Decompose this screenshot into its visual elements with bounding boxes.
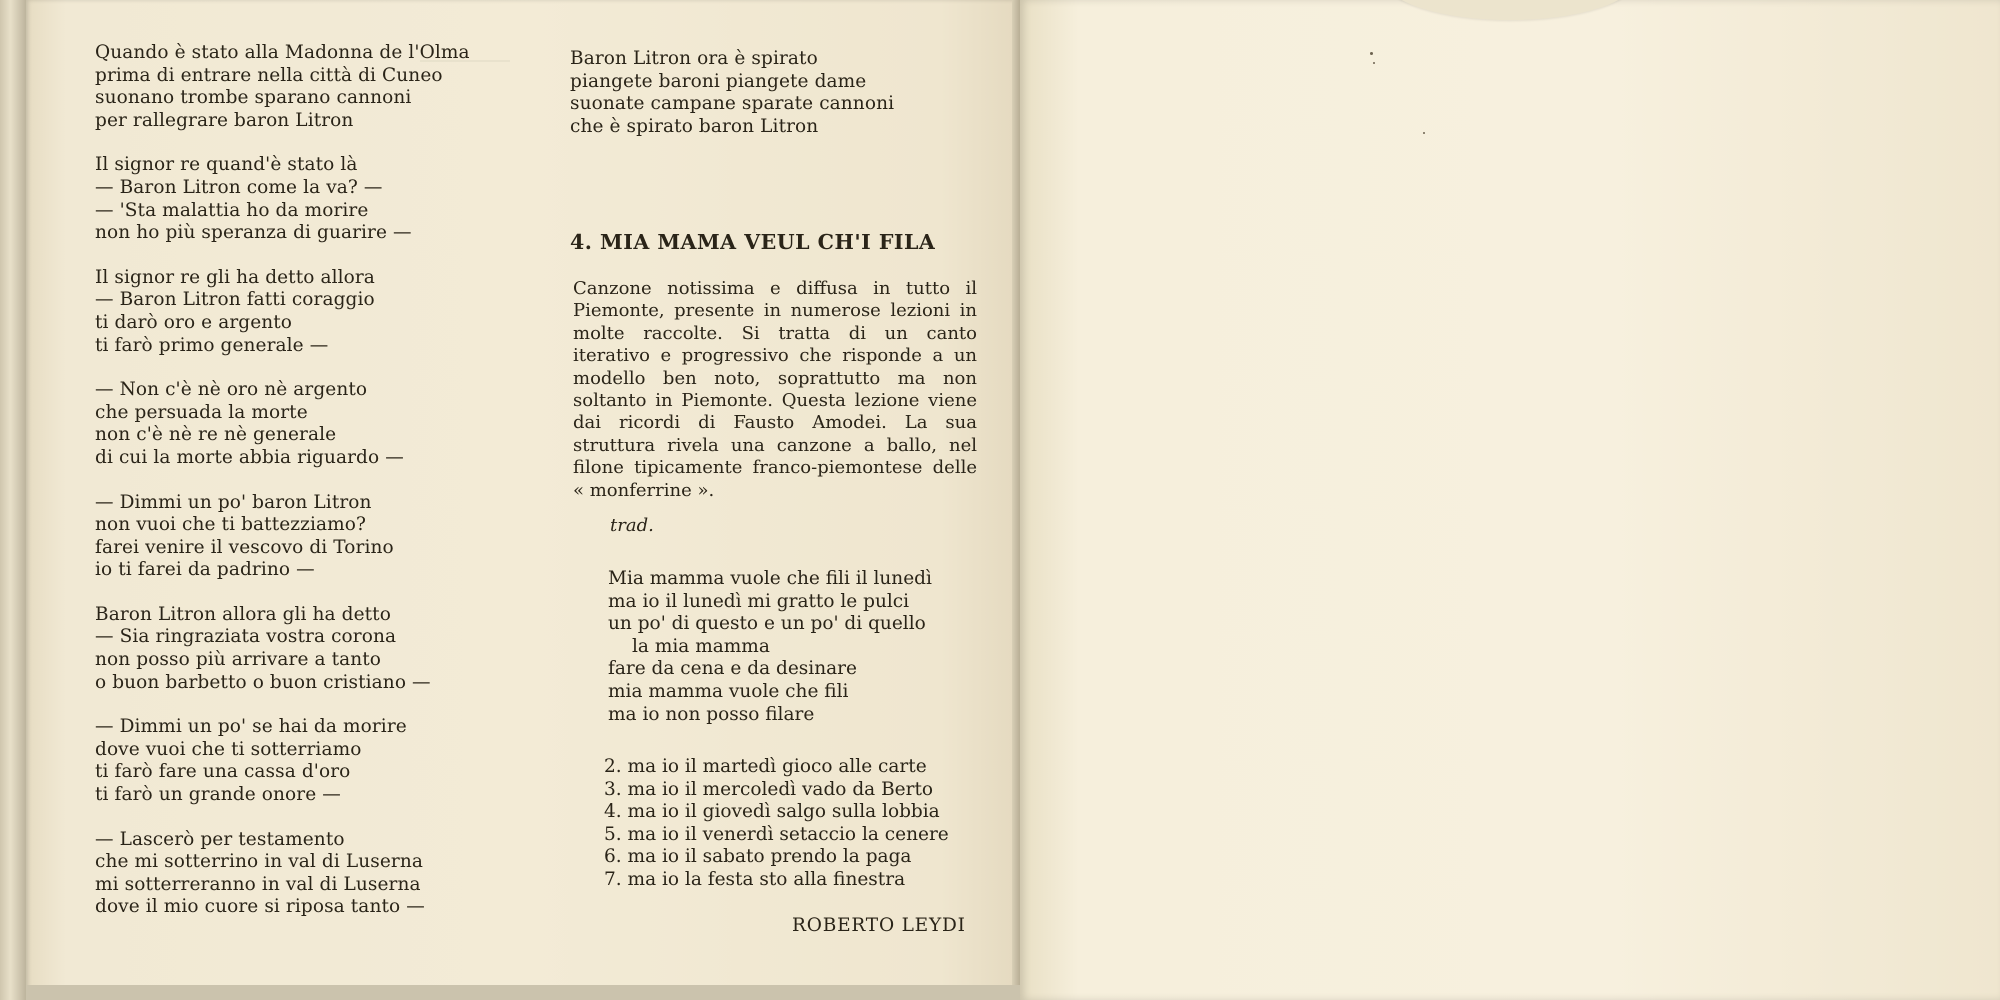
stanza: Il signor re quand'è stato là — Baron Litron come la va? — — 'Sta malattia ho da morire non ho più speranza di guarire — (95, 154, 412, 244)
paper-speck (1370, 52, 1373, 55)
song-description: Canzone notissima e diffusa in tutto il Piemonte, presente in numerose lezioni in molte raccolte. Si tratta di un canto iterativo e progressivo che risponde a un modello ben noto, soprattutto ma non soltanto in Piemonte. Questa lezione viene dai ricordi di Fausto Amodei. La sua struttura rivela una canzone a ballo, nel filone tipicamente franco-piemontese delle « monferrine ». (573, 278, 977, 501)
stanza: Baron Litron allora gli ha detto — Sia ringraziata vostra corona non posso più arrivare a tanto o buon barbetto o buon cristiano — (95, 603, 431, 693)
list-item: 6. ma io il sabato prendo la paga (604, 846, 912, 868)
paper-speck (1423, 132, 1425, 134)
stanza: — Dimmi un po' baron Litron non vuoi che ti battezziamo? farei venire il vescovo di Torino io ti farei da padrino — (95, 491, 394, 581)
verse-list (604, 756, 984, 892)
baron-litron-closing-stanza: Baron Litron ora è spirato piangete baroni piangete dame suonate campane sparate cannoni che è spirato baron Litron (570, 48, 895, 137)
list-item: 5. ma io il venerdì setaccio la cenere (604, 823, 949, 845)
attribution: trad. (610, 515, 654, 536)
baron-litron-lyrics-part1 (95, 42, 525, 941)
list-item: 3. ma io il mercoledì vado da Berto (604, 778, 934, 800)
stanza: — Non c'è nè oro nè argento che persuada la morte non c'è nè re nè generale di cui la morte abbia riguardo — (95, 379, 404, 468)
stanza: Il signor re gli ha detto allora — Baron Litron fatti coraggio ti darò oro e argento ti farò primo generale — (95, 266, 375, 356)
author-signature: ROBERTO LEYDI (792, 915, 966, 936)
paper-speck (1373, 62, 1375, 64)
right-page (1020, 0, 2000, 1000)
stanza: — Lascerò per testamento che mi sotterrino in val di Luserna mi sotterreranno in val di Luserna dove il mio cuore si riposa tanto — (95, 828, 425, 918)
stanza: — Dimmi un po' se hai da morire dove vuoi che ti sotterriamo ti farò fare una cassa d'oro ti farò un grande onore — (95, 716, 407, 806)
page-bottom-edge (26, 985, 1020, 1000)
stanza: Quando è stato alla Madonna de l'Olma prima di entrare nella città di Cuneo suonano trombe sparano cannoni per rallegrare baron Litron (95, 42, 470, 131)
mia-mama-lyrics: Mia mamma vuole che fili il lunedì ma io il lunedì mi gratto le pulci un po' di questo e un po' di quello la mia mamma fare da cena e da desinare mia mamma vuole che fili ma io non posso filare (608, 568, 932, 725)
page-edge (0, 0, 26, 1000)
list-item: 4. ma io il giovedì salgo sulla lobbia (604, 801, 940, 823)
list-item: 2. ma io il martedì gioco alle carte (604, 756, 927, 777)
list-item: 7. ma io la festa sto alla finestra (604, 868, 906, 890)
section-heading: 4. MIA MAMA VEUL CH'I FILA (570, 230, 936, 254)
